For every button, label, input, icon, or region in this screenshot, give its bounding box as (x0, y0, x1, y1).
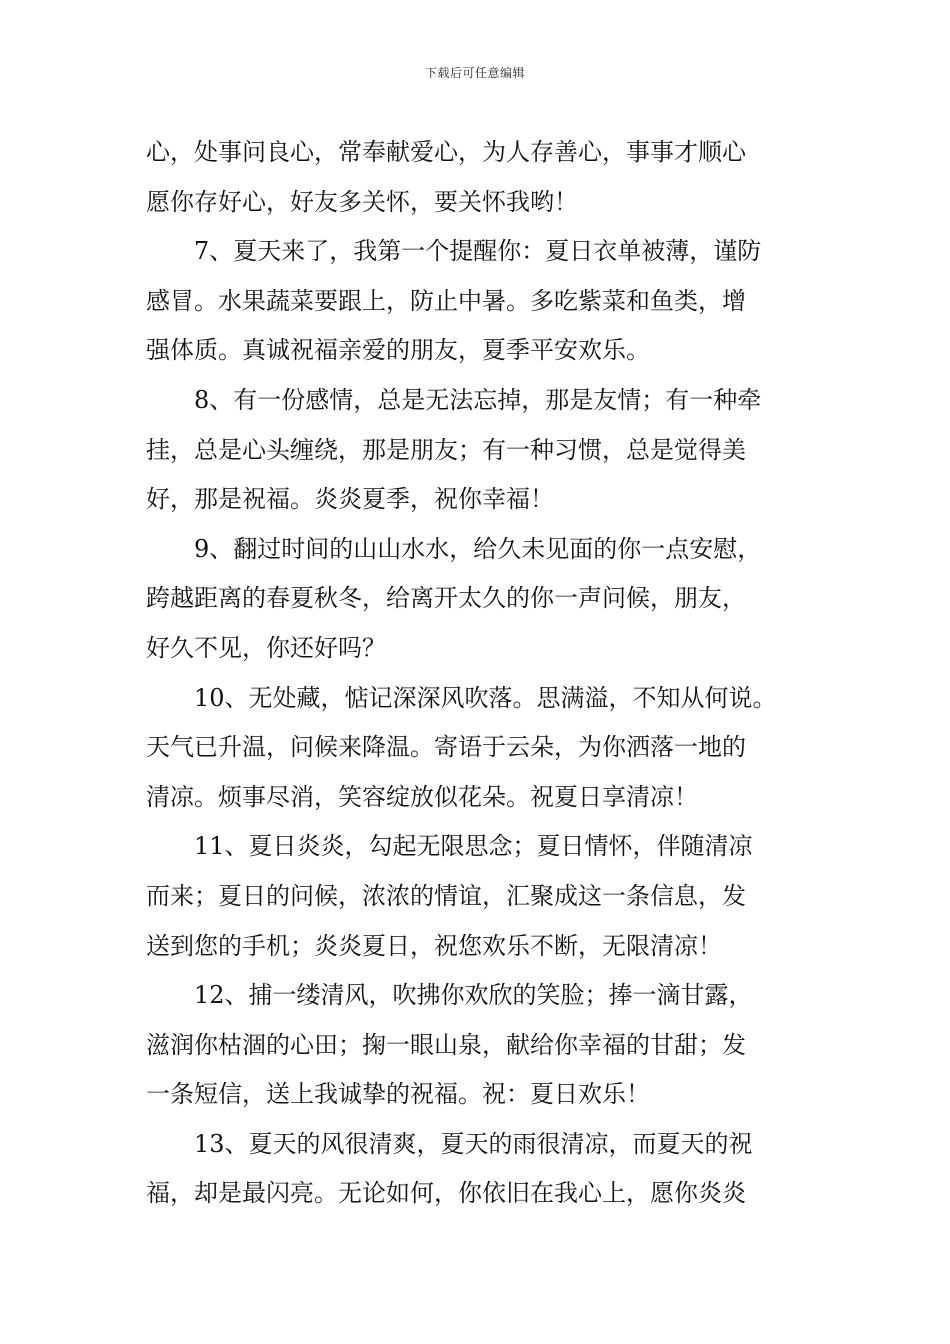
text-line: 10、无处藏，惦记深深风吹落。思满溢，不知从何说。 (194, 683, 777, 712)
text-line: 送到您的手机；炎炎夏日，祝您欢乐不断，无限清凉！ (146, 931, 722, 960)
text-line: 7、夏天来了，我第一个提醒你：夏日衣单被薄，谨防 (194, 237, 762, 266)
text-line: 而来；夏日的问候，浓浓的情谊，汇聚成这一条信息，发 (146, 881, 746, 910)
text-line: 好久不见，你还好吗？ (146, 633, 386, 662)
text-line: 愿你存好心，好友多关怀，要关怀我哟！ (146, 187, 578, 216)
text-line: 福，却是最闪亮。无论如何，你依旧在我心上，愿你炎炎 (146, 1179, 746, 1208)
text-line: 9、翻过时间的山山水水，给久未见面的你一点安慰， (194, 534, 762, 563)
text-line: 挂，总是心头缠绕，那是朋友；有一种习惯，总是觉得美 (146, 435, 746, 464)
document-body (146, 128, 826, 1219)
text-line: 心，处事问良心，常奉献爱心，为人存善心，事事才顺心 (146, 138, 746, 166)
text-line: 滋润你枯涸的心田；掬一眼山泉，献给你幸福的甘甜；发 (146, 1030, 746, 1059)
text-line: 天气已升温，问候来降温。寄语于云朵，为你洒落一地的 (146, 733, 746, 762)
text-line: 强体质。真诚祝福亲爱的朋友，夏季平安欢乐。 (146, 336, 650, 365)
text-line: 感冒。水果蔬菜要跟上，防止中暑。多吃紫菜和鱼类，增 (146, 286, 746, 315)
text-line: 跨越距离的春夏秋冬，给离开太久的你一声问候，朋友， (146, 584, 746, 613)
page-header-note: 下载后可任意编辑 (424, 66, 525, 80)
text-line: 一条短信，送上我诚挚的祝福。祝：夏日欢乐！ (146, 1080, 650, 1109)
text-line: 8、有一份感情，总是无法忘掉，那是友情；有一种牵 (194, 385, 762, 414)
text-line: 好，那是祝福。炎炎夏季，祝你幸福！ (146, 485, 554, 514)
text-line: 13、夏天的风很清爽，夏天的雨很清凉，而夏天的祝 (194, 1129, 753, 1158)
text-line: 清凉。烦事尽消，笑容绽放似花朵。祝夏日享清凉！ (146, 782, 698, 811)
text-line: 11、夏日炎炎，勾起无限思念；夏日情怀，伴随清凉 (194, 832, 753, 861)
text-line: 12、捕一缕清风，吹拂你欢欣的笑脸；捧一滴甘露， (194, 981, 753, 1010)
